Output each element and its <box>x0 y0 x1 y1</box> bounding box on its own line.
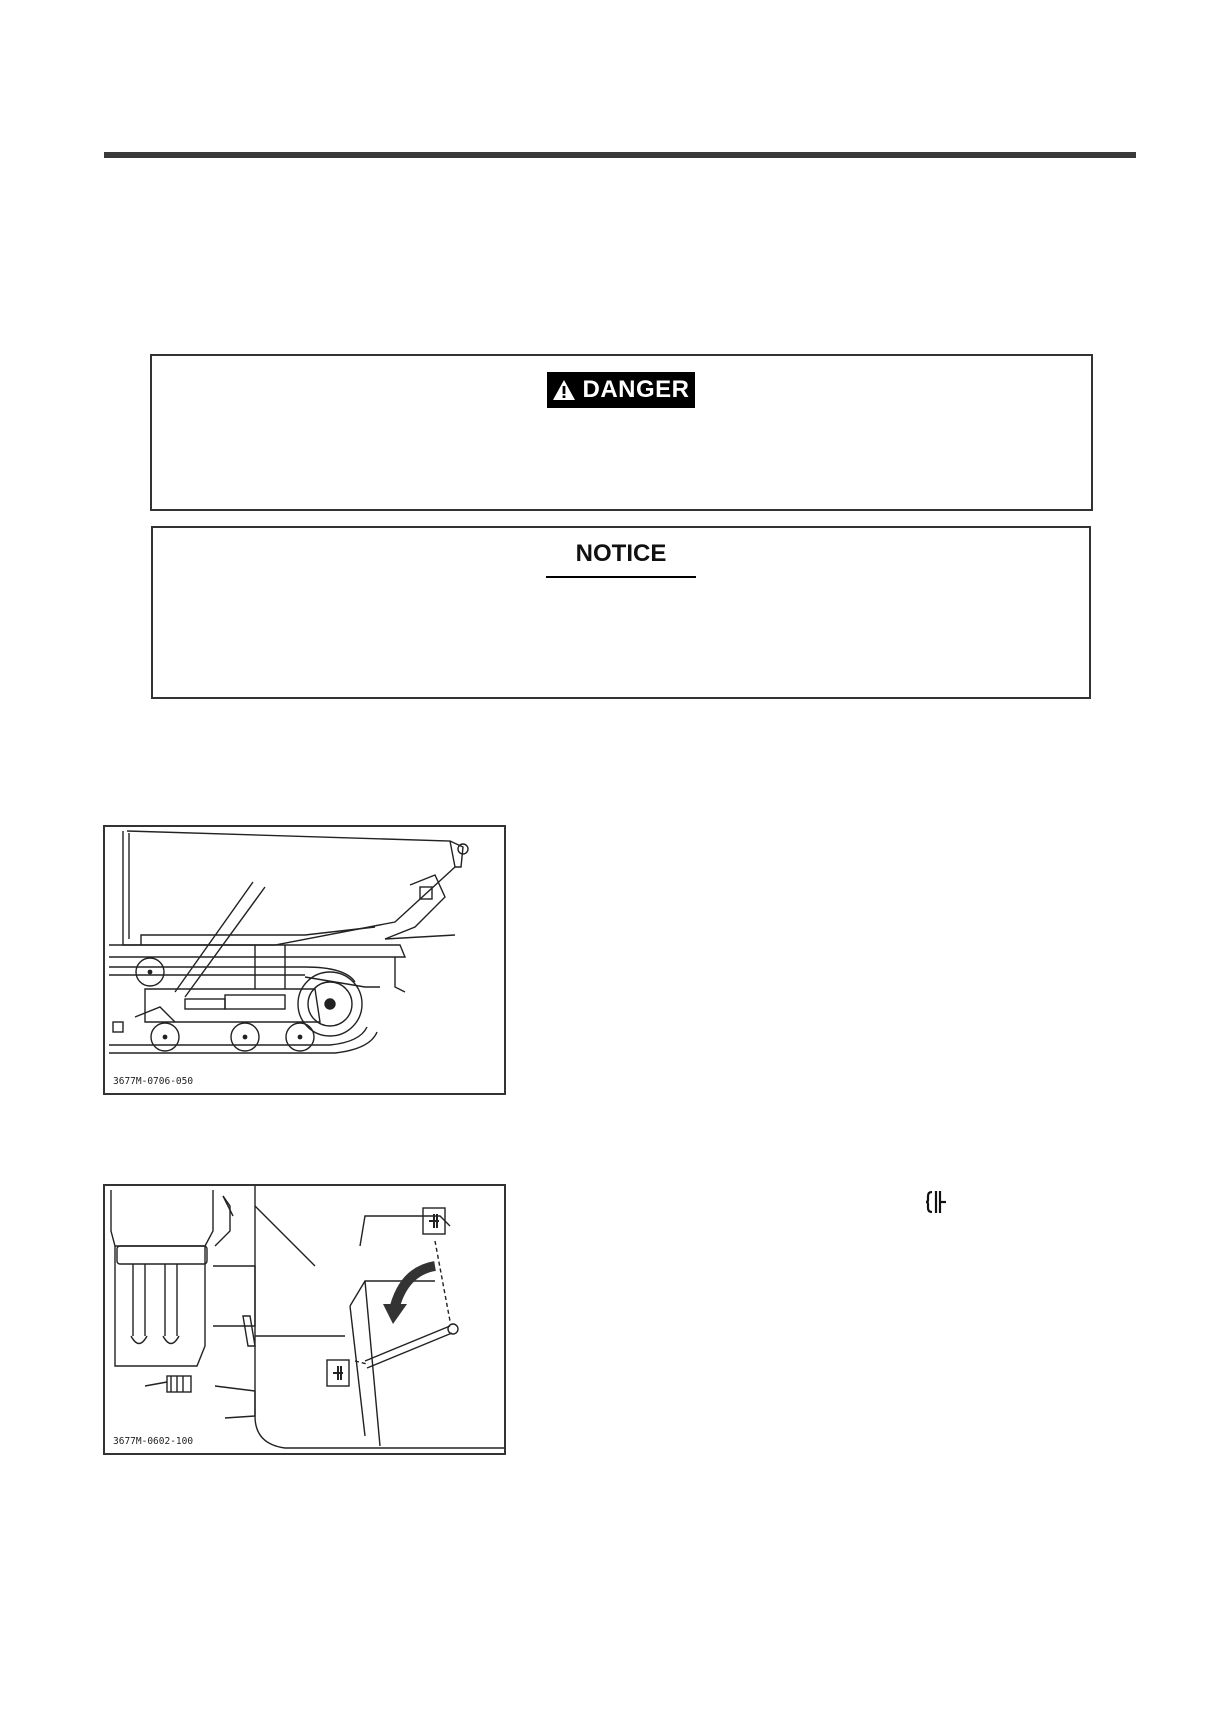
lever-illustration <box>105 1186 504 1453</box>
gear-disengaged-symbol-icon <box>925 1188 947 1216</box>
warning-triangle-icon <box>552 379 576 401</box>
danger-label <box>547 372 695 408</box>
figure-caption: 3677M-0602-100 <box>113 1436 194 1447</box>
notice-label: NOTICE <box>575 540 667 567</box>
figure-caption: 3677M-0706-050 <box>113 1076 194 1087</box>
header-rule <box>104 152 1136 158</box>
figure-control-lever <box>103 1184 506 1455</box>
danger-text: DANGER <box>582 376 690 403</box>
figure-crawler-dump <box>103 825 506 1095</box>
notice-underline <box>546 576 696 578</box>
crawler-illustration <box>105 827 504 1093</box>
